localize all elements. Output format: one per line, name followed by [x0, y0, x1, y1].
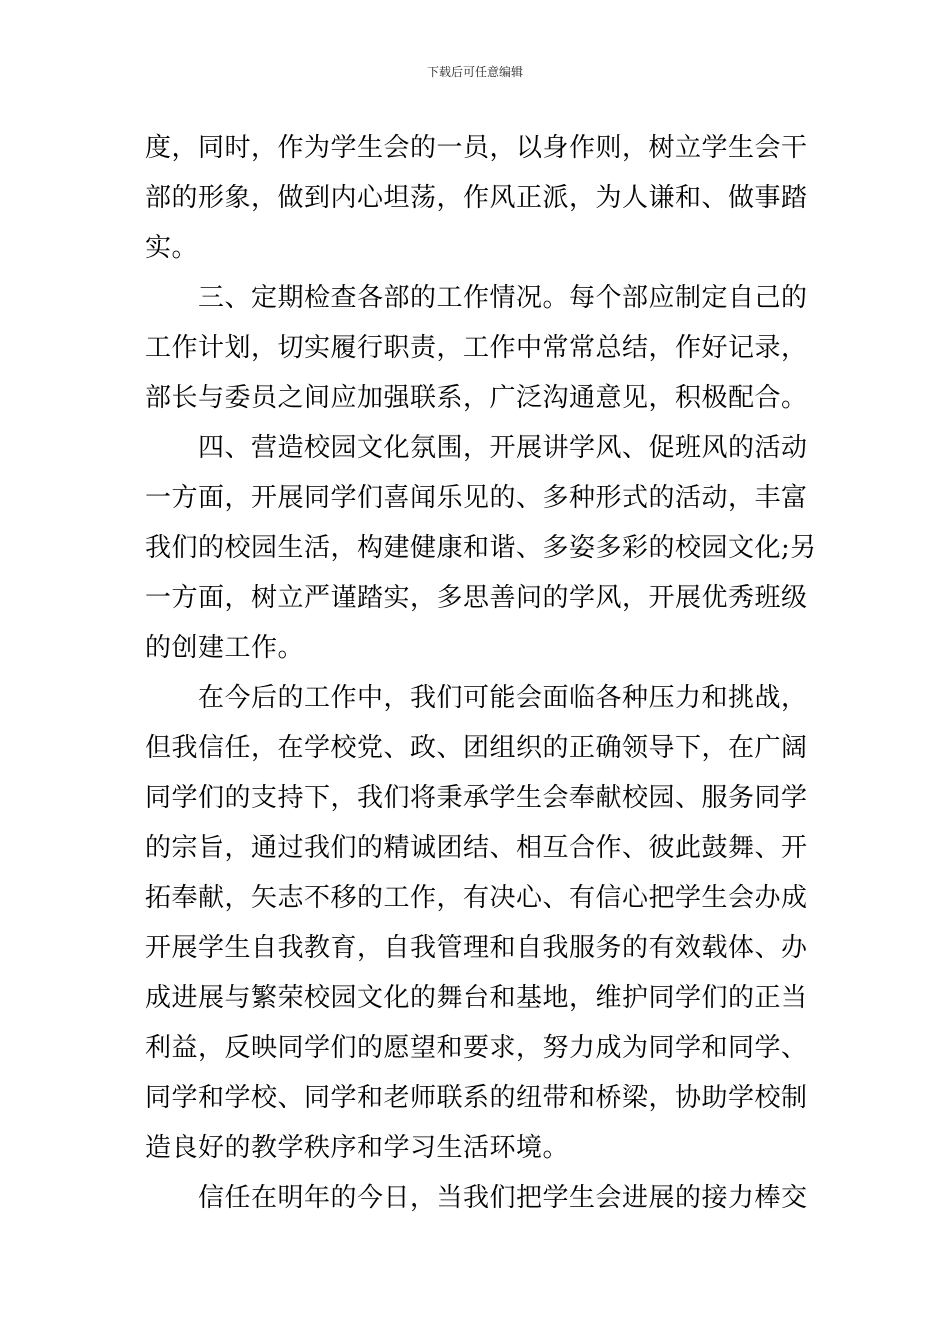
paragraph-first-line: 在今后的工作中，我们可能会面临各种压力和挑战， — [198, 683, 808, 713]
text-line: 工作计划，切实履行职责，工作中常常总结，作好记录， — [145, 333, 808, 363]
paragraph-first-line: 信任在明年的今日，当我们把学生会进展的接力棒交 — [198, 1183, 808, 1213]
text-line: 一方面，树立严谨踏实，多思善问的学风，开展优秀班级 — [145, 583, 808, 613]
text-line: 成进展与繁荣校园文化的舞台和基地，维护同学们的正当 — [145, 983, 808, 1013]
text-line: 部长与委员之间应加强联系，广泛沟通意见，积极配合。 — [145, 383, 808, 413]
text-line: 同学和学校、同学和老师联系的纽带和桥梁，协助学校制 — [145, 1083, 808, 1113]
text-line: 实。 — [145, 233, 199, 263]
page-header: 下载后可任意编辑 — [426, 65, 523, 79]
text-line: 同学们的支持下，我们将秉承学生会奉献校园、服务同学 — [145, 783, 808, 813]
text-line: 一方面，开展同学们喜闻乐见的、多种形式的活动，丰富 — [145, 483, 808, 513]
text-line: 利益，反映同学们的愿望和要求，努力成为同学和同学、 — [145, 1033, 808, 1063]
text-line: 开展学生自我教育，自我管理和自我服务的有效载体、办 — [145, 933, 808, 963]
text-line: 的宗旨，通过我们的精诚团结、相互合作、彼此鼓舞、开 — [145, 833, 808, 863]
text-line: 但我信任，在学校党、政、团组织的正确领导下，在广阔 — [145, 733, 808, 763]
paragraph-first-line: 三、定期检查各部的工作情况。每个部应制定自己的 — [198, 283, 808, 313]
text-line: 造良好的教学秩序和学习生活环境。 — [145, 1133, 570, 1163]
document-body — [145, 123, 817, 1223]
text-line: 部的形象，做到内心坦荡，作风正派，为人谦和、做事踏 — [145, 183, 808, 213]
text-line: 的创建工作。 — [145, 633, 305, 663]
paragraph-first-line: 四、营造校园文化氛围，开展讲学风、促班风的活动 — [198, 433, 808, 463]
text-line: 拓奉献，矢志不移的工作，有决心、有信心把学生会办成 — [145, 883, 808, 913]
text-line: 度，同时，作为学生会的一员，以身作则，树立学生会干 — [145, 133, 808, 163]
text-line: 我们的校园生活，构建健康和谐、多姿多彩的校园文化;另 — [145, 533, 817, 563]
